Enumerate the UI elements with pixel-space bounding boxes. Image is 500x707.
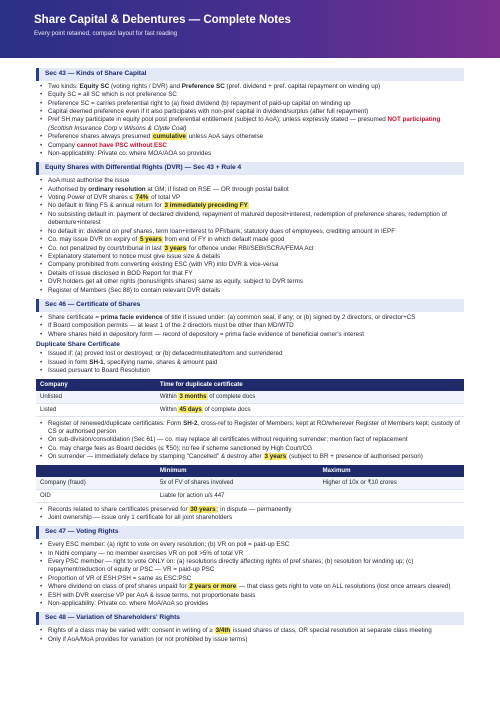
list-item: • Capital deemed preference even if it also participates with non-pref capital in dividend/surplus (after full repayment)	[36, 108, 464, 116]
list-item: • Proportion of VR of ESH:PSH = same as ESC:PSC	[36, 575, 464, 583]
list-item: • In Nidhi company — no member exercises VR on poll >5% of total VR	[36, 550, 464, 558]
table-row	[36, 391, 464, 404]
list-item: • Where shares held in depository form — record of depository = prima facie evidence of beneficial owner's interest	[36, 331, 464, 339]
table-header-cell: Company	[36, 379, 156, 391]
section-heading: Sec 43 — Kinds of Share Capital	[36, 68, 464, 81]
table-cell: Higher of 10x or ₹10 crores	[318, 477, 464, 490]
list-item: • Details of issue disclosed in BOD Report for that FY	[36, 270, 464, 278]
list-item: • Non-applicability: Private co. where MoA/AoA so provides	[36, 600, 464, 608]
list-item: • Register of Members (Sec 88) to contain relevant DVR details	[36, 287, 464, 295]
list-item: • AoA must authorise the issue	[36, 177, 464, 185]
list-item: • No default in filing FS & annual return for 3 immediately preceding FY	[36, 202, 464, 210]
list-item: • ESH with DVR exercise VP per AoA & issue terms, not proportionate basis	[36, 592, 464, 600]
page-subtitle: Every point retained, compact layout for fast reading	[34, 30, 178, 37]
list-item: • Two kinds: Equity SC (voting rights / DVR) and Preference SC (pref. dividend + pref. capital repayment on winding up)	[36, 83, 464, 91]
section-heading: Sec 48 — Variation of Shareholders' Rights	[36, 612, 464, 625]
table-header-cell	[36, 465, 156, 477]
list-item: • Equity SC = all SC which is not preference SC	[36, 91, 464, 99]
list-item: • Every PSC member — right to vote ONLY on: (a) resolutions directly affecting rights of pref shares; (b) resolution for winding up; (c) repayment/reduction of equity or PSC — VR = paid-up PSC	[36, 558, 464, 575]
table-header-cell: Maximum	[318, 465, 464, 477]
table-cell: Listed	[36, 403, 156, 416]
table-cell	[318, 489, 464, 502]
table-header-cell: Minimum	[156, 465, 319, 477]
page-header	[0, 0, 500, 58]
list-item: • Joint ownership — issue only 1 certificate for all joint shareholders	[36, 514, 464, 522]
table-row	[36, 403, 464, 416]
list-item: • Pref SH may participate in equity pool post preferential entitlement (subject to AoA); unless expressly stated — presumed NOT participating (Scottish Insurance Corp v Wilsons & Clyde Coal)	[36, 116, 464, 133]
notes-content	[0, 58, 500, 644]
list-item: • Issued if: (a) proved lost or destroyed; or (b) defaced/mutilated/torn and surrendered	[36, 350, 464, 358]
section-sec-43	[36, 68, 464, 158]
bullet-list	[36, 177, 464, 295]
list-item: • Explanatory statement to notice must give issue size & details	[36, 253, 464, 261]
bullet-list	[36, 506, 464, 523]
table-cell: Company (fraud)	[36, 477, 156, 490]
list-item: • Records related to share certificates preserved for 30 years; in dispute — permanently	[36, 506, 464, 514]
section-sec-48	[36, 612, 464, 644]
section-heading: Sec 47 — Voting Rights	[36, 526, 464, 539]
list-item: • Voting Power of DVR shares ≤ 74% of total VP	[36, 194, 464, 202]
bullet-list	[36, 627, 464, 644]
bullet-list	[36, 83, 464, 159]
list-item: • No subsisting default in: payment of declared dividend, repayment of matured deposit+interest, redemption of preference shares, redemption of debenture+interest	[36, 211, 464, 228]
table-header-cell: Time for duplicate certificate	[156, 379, 464, 391]
list-item: • Every ESC member: (a) right to vote on every resolution; (b) VR on poll = paid-up ESC	[36, 541, 464, 549]
penalty-table	[36, 465, 464, 503]
table-cell: Liable for action u/s 447	[156, 489, 319, 502]
list-item: • On sub-division/consolidation (Sec 61) — co. may replace all certificates without requiring surrender; mention fact of replacement	[36, 436, 464, 444]
list-item: • No default in: dividend on pref shares, term loan+interest to PFI/bank, statutory dues of employees, crediting amount in IEPF	[36, 228, 464, 236]
table-cell: Unlisted	[36, 391, 156, 404]
table-cell: 5x of FV of shares involved	[156, 477, 319, 490]
section-sec-46	[36, 299, 464, 522]
section-heading: Sec 46 — Certificate of Shares	[36, 299, 464, 312]
list-item: • Share certificate = prima facie evidence of title if issued under: (a) common seal, if any; or (b) signed by 2 directors, or director+CS	[36, 314, 464, 322]
list-item: • Preference SC = carries preferential right to (a) fixed dividend (b) repayment of paid-up capital on winding up	[36, 100, 464, 108]
table-row	[36, 489, 464, 502]
subsection-heading: Duplicate Share Certificate	[36, 340, 120, 348]
list-item: • Non-applicability: Private co. where MOA/AOA so provides	[36, 150, 464, 158]
list-item: • Issued pursuant to Board Resolution	[36, 367, 464, 375]
section-dvr	[36, 162, 464, 294]
list-item: • Authorised by ordinary resolution at GM; if listed on RSE — OR through postal ballot	[36, 186, 464, 194]
section-sec-47	[36, 526, 464, 608]
list-item: • On surrender — immediately deface by stamping "Cancelled" & destroy after 3 years (subject to BR + presence of authorised person)	[36, 453, 464, 461]
list-item: • Issued in form SH-1, specifying name, shares & amount paid	[36, 359, 464, 367]
list-item: • Company prohibited from converting existing ESC (with VR) into DVR & vice-versa	[36, 261, 464, 269]
list-item: • Register of renewed/duplicate certificates: Form SH-2, cross-ref to Register of Members; kept at RO/wherever Register of Members kept; custody of CS or authorised person	[36, 420, 464, 437]
bullet-list	[36, 420, 464, 462]
section-heading: Equity Shares with Differential Rights (DVR) — Sec 43 + Rule 4	[36, 162, 464, 175]
list-item: • Company cannot have PSC without ESC	[36, 142, 464, 150]
bullet-list	[36, 541, 464, 608]
list-item: • Preference shares always presumed cumulative unless AoA says otherwise	[36, 133, 464, 141]
list-item: • Where dividend on class of pref shares unpaid for 2 years or more — that class gets right to vote on ALL resolutions (lost once arrears cleared)	[36, 583, 464, 591]
list-item: • Co. may charge fees as Board decides (≤ ₹50); no fee if scheme sanctioned by High Court/CG	[36, 445, 464, 453]
page-title: Share Capital & Debentures — Complete Notes	[34, 14, 291, 26]
list-item: • Co. may issue DVR on expiry of 5 years from end of FY in which default made good	[36, 236, 464, 244]
bullet-list	[36, 350, 464, 375]
list-item: • DVR holders get all other rights (bonus/rights shares) same as equity, subject to DVR terms	[36, 278, 464, 286]
duplicate-time-table	[36, 379, 464, 417]
list-item: • Rights of a class may be varied with: consent in writing of ≥ 3/4th issued shares of class, OR special resolution at separate class meeting	[36, 627, 464, 635]
list-item: • Co. not penalized by court/tribunal in last 3 years for offence under RBI/SEBI/SCRA/FEMA Act	[36, 245, 464, 253]
list-item: • If Board composition permits — at least 1 of the 2 directors must be other than MD/WTD	[36, 322, 464, 330]
table-row	[36, 477, 464, 490]
table-cell: Within 3 months of complete docs	[156, 391, 464, 404]
table-cell: OID	[36, 489, 156, 502]
list-item: • Only if AoA/MoA provides for variation (or not prohibited by issue terms)	[36, 636, 464, 644]
bullet-list	[36, 314, 464, 339]
table-cell: Within 45 days of complete docs	[156, 403, 464, 416]
